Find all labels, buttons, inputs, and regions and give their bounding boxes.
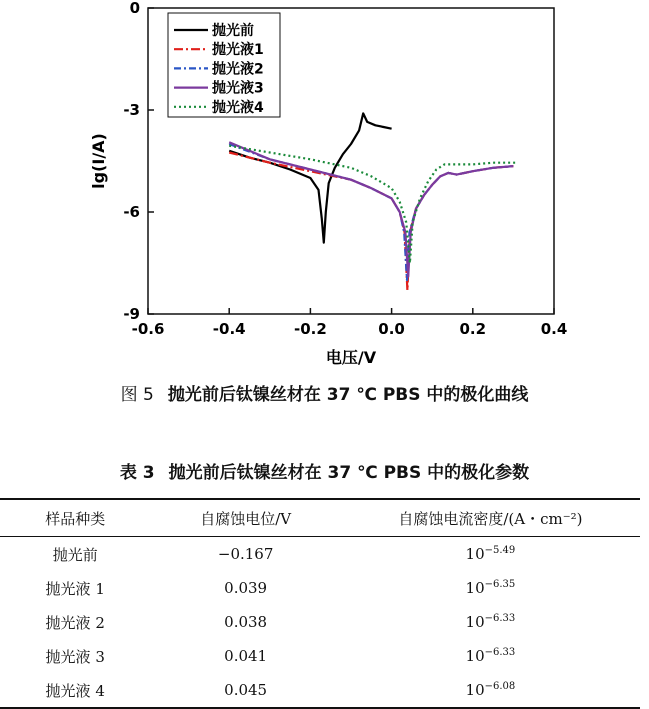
current-density-cell: $10^{-5.49}$ [465, 545, 516, 563]
polarization-params-table [0, 498, 640, 709]
y-axis-label: lg(I/A) [89, 133, 108, 189]
table-row [0, 673, 640, 708]
sample-cell: 抛光液 3 [45, 647, 105, 666]
sample-cell: 抛光液 4 [0, 673, 150, 708]
potential-cell: −0.167 [217, 545, 274, 563]
potential-cell: 0.041 [224, 647, 268, 665]
figure-caption [0, 380, 649, 405]
y-tick-label: -9 [123, 305, 140, 323]
legend-label: 抛光前 [212, 23, 254, 39]
table-row [0, 605, 640, 639]
legend [168, 13, 280, 117]
table-row [0, 639, 640, 673]
header-current-density: 自腐蚀电流密度/(A・cm⁻²) [341, 499, 640, 537]
potential-cell: 0.045 [150, 673, 340, 708]
series-line-2 [229, 153, 513, 291]
current-density-cell: $10^{-6.08}$ [341, 673, 640, 708]
sample-cell: 抛光液 2 [45, 613, 105, 632]
y-tick-label: 0 [129, 0, 140, 17]
x-tick-label: -0.4 [212, 320, 246, 338]
table-number: 表 3 [119, 463, 155, 483]
table-row [0, 571, 640, 605]
x-axis-label: 电压/V [325, 348, 377, 367]
y-tick-label: -3 [123, 101, 140, 119]
table-header-row [0, 499, 640, 537]
potential-cell: 0.038 [224, 613, 268, 631]
sample-cell: 抛光前 [52, 545, 98, 564]
header-potential: 自腐蚀电位/V [150, 499, 340, 537]
figure-title: 抛光前后钛镍丝材在 37 ℃ PBS 中的极化曲线 [167, 385, 529, 405]
potential-cell: 0.039 [224, 579, 268, 597]
legend-label: 抛光液2 [212, 61, 264, 78]
x-tick-label: 0.2 [459, 320, 487, 338]
current-density-cell: $10^{-6.33}$ [465, 647, 516, 665]
legend-label: 抛光液1 [212, 42, 264, 59]
series-line-1 [229, 113, 391, 242]
legend-label: 抛光液3 [212, 80, 264, 97]
current-density-cell: $10^{-6.33}$ [465, 613, 516, 631]
x-tick-label: -0.2 [293, 320, 327, 338]
x-tick-label: -0.6 [131, 320, 165, 338]
figure-number: 图 5 [120, 385, 154, 405]
current-density-cell: $10^{-6.35}$ [465, 579, 516, 597]
x-tick-label: 0.4 [540, 320, 568, 338]
y-tick-label: -6 [123, 203, 140, 221]
x-tick-label: 0.0 [378, 320, 405, 338]
table-row [0, 537, 640, 572]
sample-cell: 抛光液 1 [45, 579, 105, 598]
legend-label: 抛光液4 [212, 99, 264, 116]
table-caption [0, 458, 649, 483]
table-title: 抛光前后钛镍丝材在 37 ℃ PBS 中的极化参数 [168, 463, 530, 483]
header-sample: 样品种类 [0, 499, 150, 537]
